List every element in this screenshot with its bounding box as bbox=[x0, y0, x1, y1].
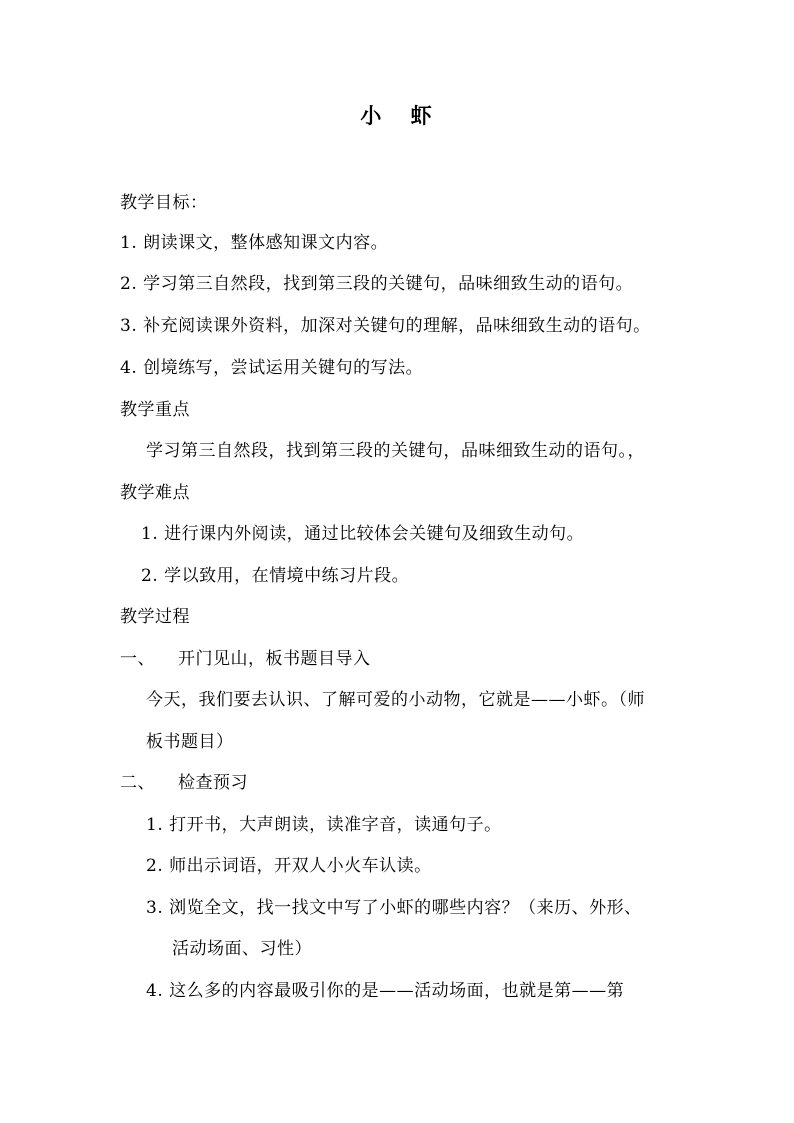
section-2-item-2: 2. 师出示词语，开双人小火车认读。 bbox=[146, 856, 432, 876]
section-1-title: 开门见山，板书题目导入 bbox=[178, 649, 371, 669]
objective-item-1: 1. 朗读课文，整体感知课文内容。 bbox=[120, 233, 389, 253]
page-title: 小 虾 bbox=[360, 104, 434, 128]
section-2-number: 二、 bbox=[120, 773, 155, 793]
section-1-text-line-2: 板书题目） bbox=[146, 732, 234, 752]
section-2-item-3: 3. 浏览全文，找一找文中写了小虾的哪些内容？（来历、外形、 bbox=[146, 898, 642, 918]
difficulty-item-1: 1. 进行课内外阅读，通过比较体会关键句及细致生动句。 bbox=[141, 524, 585, 544]
section-1-text-line-1: 今天，我们要去认识、了解可爱的小动物，它就是——小虾。（师 bbox=[146, 690, 645, 710]
key-points-heading: 教学重点 bbox=[120, 400, 190, 420]
difficulty-item-2: 2. 学以致用，在情境中练习片段。 bbox=[141, 566, 410, 586]
objectives-heading: 教学目标： bbox=[120, 193, 208, 213]
section-2-item-4: 4. 这么多的内容最吸引你的是——活动场面，也就是第——第 bbox=[146, 981, 625, 1001]
section-2-item-3-continued: 活动场面、习性） bbox=[172, 939, 312, 959]
section-2-item-1: 1. 打开书，大声朗读，读准字音，读通句子。 bbox=[146, 815, 502, 835]
section-2-title: 检查预习 bbox=[178, 773, 248, 793]
objective-item-2: 2. 学习第三自然段，找到第三段的关键句，品味细致生动的语句。 bbox=[120, 274, 634, 294]
objective-item-3: 3. 补充阅读课外资料，加深对关键句的理解，品味细致生动的语句。 bbox=[120, 316, 651, 336]
section-1-number: 一、 bbox=[120, 649, 155, 669]
process-heading: 教学过程 bbox=[120, 607, 190, 627]
objective-item-4: 4. 创境练写，尝试运用关键句的写法。 bbox=[120, 358, 424, 378]
key-points-text: 学习第三自然段，找到第三段的关键句，品味细致生动的语句。， bbox=[146, 441, 645, 461]
difficulties-heading: 教学难点 bbox=[120, 483, 190, 503]
